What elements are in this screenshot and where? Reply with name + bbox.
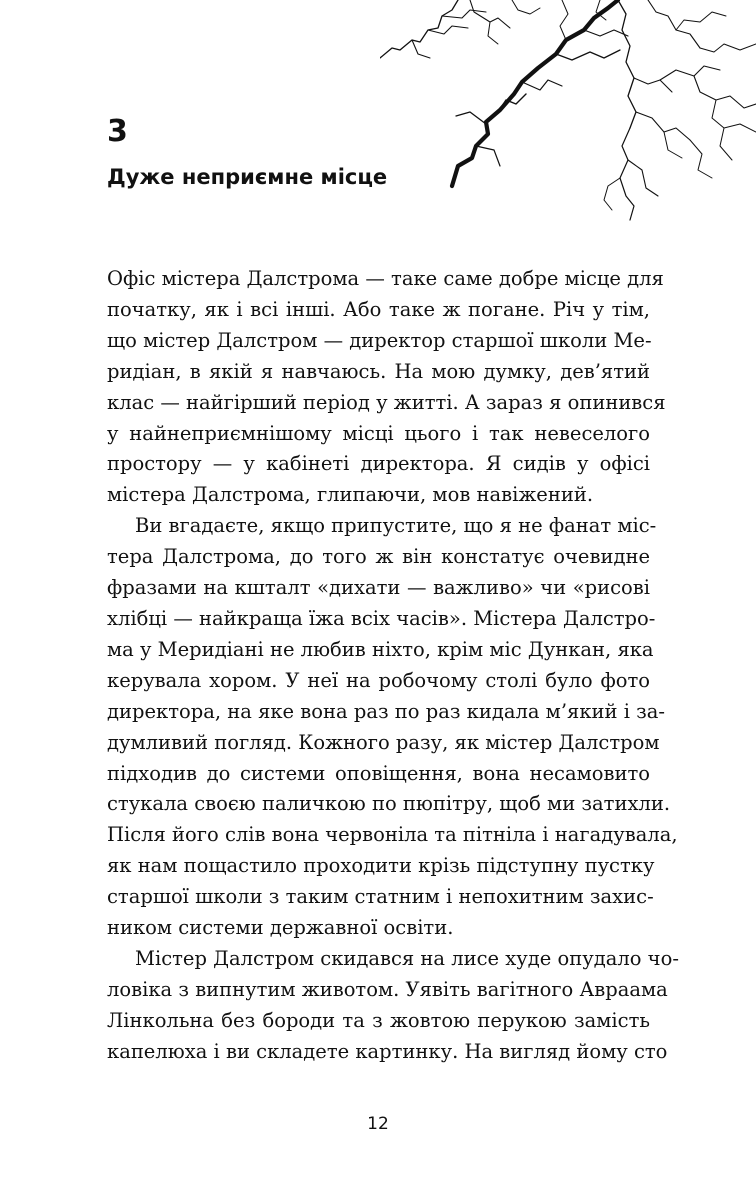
text-line: у найнеприємнішому місці цього і так невеселого bbox=[107, 421, 650, 445]
text-line: як нам пощастило проходити крізь підступну пустку bbox=[107, 854, 655, 878]
text-line: керувала хором. У неї на робочому столі було фото bbox=[107, 668, 650, 692]
text-line: що містер Далстром — директор старшої школи Ме- bbox=[107, 328, 652, 352]
text-line: ма у Меридіані не любив ніхто, крім міс Дункан, яка bbox=[107, 637, 654, 661]
cracks-illustration-icon bbox=[380, 0, 756, 230]
paragraph bbox=[107, 511, 678, 944]
text-line: Лінкольна без бороди та з жовтою перукою замість bbox=[107, 1008, 650, 1032]
text-line: стукала своєю паличкою по пюпітру, щоб ми затихли. bbox=[107, 792, 671, 816]
text-line: Офіс містера Далстрома — таке саме добре місце для bbox=[107, 267, 664, 290]
text-line: ловіка з випнутим животом. Уявіть вагітного Авраама bbox=[107, 977, 668, 1001]
text-line: підходив до системи оповіщення, вона несамовито bbox=[107, 761, 650, 785]
text-line: ридіан, в якій я навчаюсь. На мою думку, дев’ятий bbox=[107, 359, 650, 383]
chapter-title: Дуже неприємне місце bbox=[107, 165, 388, 189]
text-line: думливий погляд. Кожного разу, як містер Далстром bbox=[107, 730, 660, 754]
text-line: директора, на яке вона раз по раз кидала м’який і за- bbox=[107, 699, 666, 723]
text-line: фразами на кшталт «дихати — важливо» чи «рисові bbox=[107, 576, 650, 600]
text-line: хлібці — найкраща їжа всіх часів». Містера Далстро- bbox=[107, 606, 656, 630]
text-line: капелюха і ви складете картинку. На вигляд йому сто bbox=[107, 1039, 668, 1063]
page-number: 12 bbox=[367, 1114, 389, 1134]
text-line: простору — у кабінеті директора. Я сидів у офісі bbox=[107, 452, 650, 476]
text-line: старшої школи з таким статним і непохитним захис- bbox=[107, 885, 654, 909]
text-line: початку, як і всі інші. Або таке ж погане. Річ у тім, bbox=[107, 297, 650, 321]
chapter-number: 3 bbox=[107, 114, 128, 149]
paragraph bbox=[107, 264, 666, 511]
text-line: містера Далстрома, глипаючи, мов навіжений. bbox=[107, 483, 594, 507]
text-line: тера Далстрома, до того ж він констатує очевидне bbox=[107, 545, 650, 569]
text-line: клас — найгірший період у житті. А зараз я опинився bbox=[107, 390, 666, 414]
text-line: Після його слів вона червоніла та пітніла і нагадувала, bbox=[107, 823, 678, 847]
paragraph bbox=[107, 944, 679, 1068]
text-line: Ви вгадаєте, якщо припустите, що я не фанат міс- bbox=[135, 514, 657, 538]
text-line: ником системи державної освіти. bbox=[107, 916, 454, 940]
body-text bbox=[107, 264, 679, 1068]
text-line: Містер Далстром скидався на лисе худе опудало чо- bbox=[135, 946, 679, 970]
